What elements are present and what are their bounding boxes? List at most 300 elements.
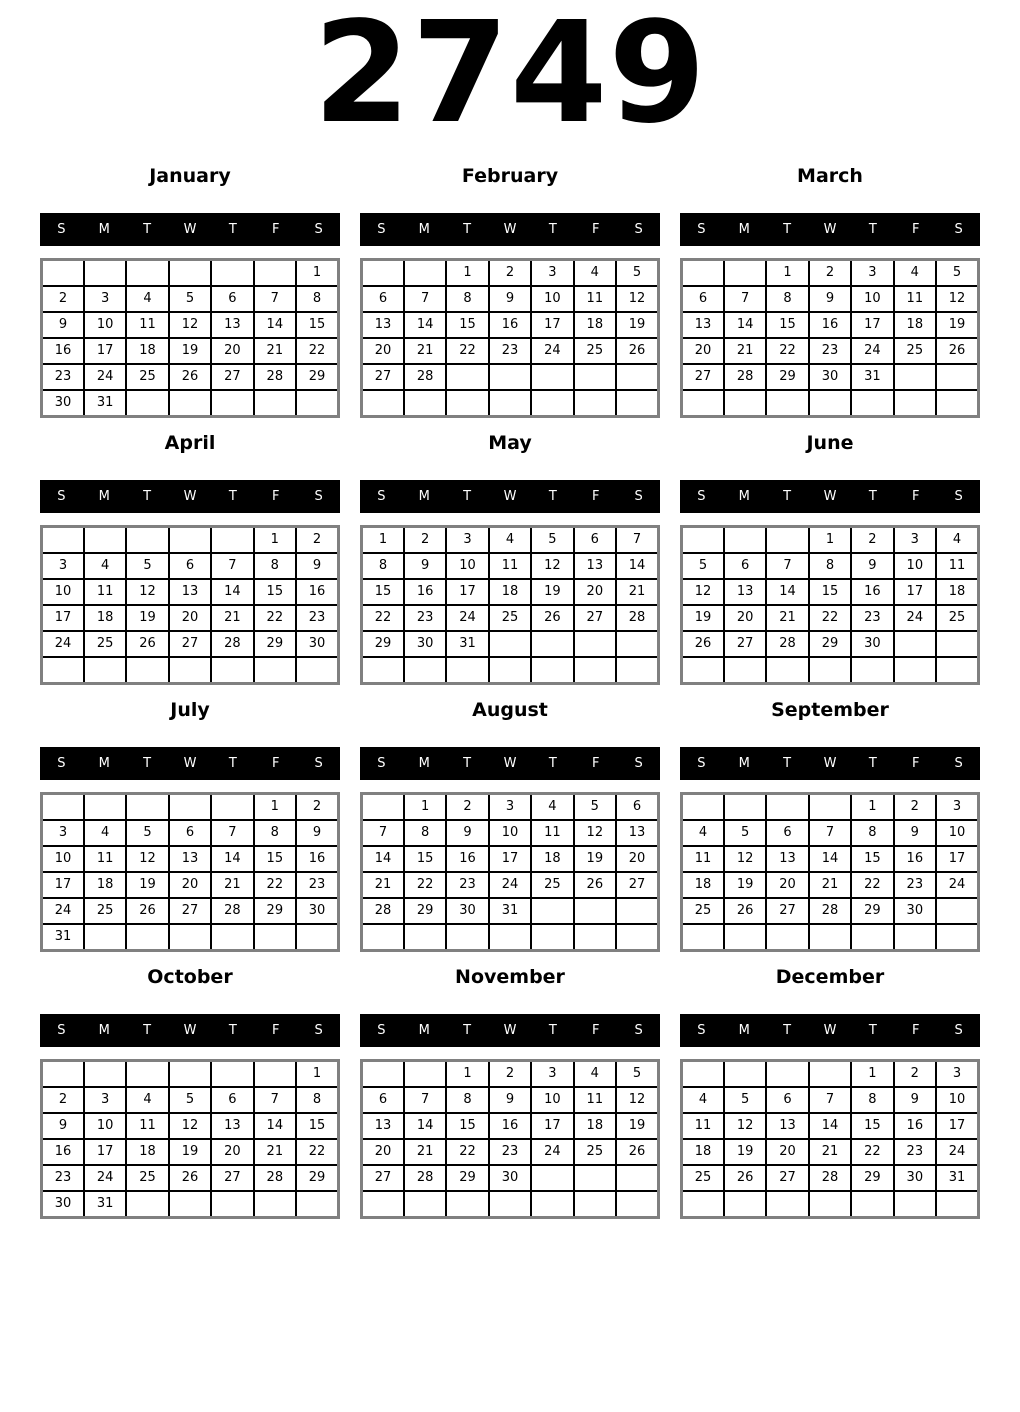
day-cell: 29 [254, 631, 296, 657]
day-cell: 14 [616, 553, 658, 579]
day-cell: 20 [169, 872, 211, 898]
month-title: January [149, 164, 231, 187]
day-cell: 21 [404, 338, 446, 364]
month-block [360, 432, 660, 685]
day-cell: 12 [616, 1087, 658, 1113]
weekday-header: F [911, 488, 920, 504]
day-cell: 8 [851, 820, 893, 846]
day-cell [211, 390, 253, 417]
day-cell: 9 [296, 553, 338, 579]
week-row [42, 924, 339, 951]
month-title: March [797, 164, 863, 187]
day-cell: 22 [404, 872, 446, 898]
day-cell: 5 [169, 1087, 211, 1113]
day-cell: 28 [809, 1165, 851, 1191]
day-cell: 3 [851, 259, 893, 286]
weekday-header: T [463, 488, 472, 504]
day-cell [851, 390, 893, 417]
month-block [680, 165, 980, 418]
day-cell: 1 [296, 259, 338, 286]
day-cell: 25 [894, 338, 936, 364]
day-cell [211, 924, 253, 951]
weekday-header: M [418, 221, 430, 237]
day-cell: 16 [296, 846, 338, 872]
day-cell: 17 [936, 1113, 978, 1139]
day-cell: 24 [894, 605, 936, 631]
day-cell: 16 [446, 846, 488, 872]
day-cell: 30 [809, 364, 851, 390]
day-cell: 11 [936, 553, 978, 579]
day-cell [42, 793, 84, 820]
day-cell: 9 [489, 286, 531, 312]
month-days-body [682, 526, 979, 683]
day-cell: 2 [809, 259, 851, 286]
month-block [40, 165, 340, 418]
day-cell: 29 [296, 364, 338, 390]
weekday-header: F [911, 1022, 920, 1038]
weekday-header: S [57, 1022, 66, 1038]
day-cell: 13 [211, 1113, 253, 1139]
day-cell: 8 [296, 1087, 338, 1113]
day-cell [84, 793, 126, 820]
month-days-table [360, 1059, 660, 1219]
weekday-header: T [548, 488, 557, 504]
day-cell: 8 [446, 286, 488, 312]
weekday-header: F [271, 1022, 280, 1038]
day-cell: 22 [362, 605, 404, 631]
day-cell: 23 [404, 605, 446, 631]
weekday-header: W [503, 1022, 517, 1038]
day-cell: 4 [531, 793, 573, 820]
week-row [362, 605, 659, 631]
weekday-header: T [868, 755, 877, 771]
day-cell: 27 [362, 1165, 404, 1191]
day-cell [211, 793, 253, 820]
day-cell [404, 924, 446, 951]
day-cell: 20 [766, 1139, 808, 1165]
day-cell [489, 364, 531, 390]
day-cell: 16 [296, 579, 338, 605]
day-cell: 17 [851, 312, 893, 338]
day-cell: 6 [724, 553, 766, 579]
week-row [362, 579, 659, 605]
week-row [682, 338, 979, 364]
day-cell: 29 [362, 631, 404, 657]
day-cell: 31 [489, 898, 531, 924]
weekday-header-row [680, 747, 980, 780]
day-cell [894, 924, 936, 951]
day-cell [126, 390, 168, 417]
day-cell: 27 [766, 898, 808, 924]
day-cell: 17 [446, 579, 488, 605]
month-days-body [362, 526, 659, 683]
weekday-header: S [57, 488, 66, 504]
day-cell [574, 1191, 616, 1218]
day-cell [126, 924, 168, 951]
day-cell [724, 259, 766, 286]
weekday-header: F [591, 488, 600, 504]
week-row [42, 259, 339, 286]
day-cell: 9 [296, 820, 338, 846]
weekday-header: W [823, 1022, 837, 1038]
day-cell [362, 390, 404, 417]
day-cell: 28 [724, 364, 766, 390]
day-cell: 28 [254, 1165, 296, 1191]
day-cell [936, 898, 978, 924]
week-row [682, 846, 979, 872]
week-row [682, 898, 979, 924]
weekday-header: W [823, 755, 837, 771]
day-cell: 20 [362, 1139, 404, 1165]
day-cell: 31 [42, 924, 84, 951]
weekday-header: S [697, 1022, 706, 1038]
day-cell: 20 [616, 846, 658, 872]
weekday-header: T [868, 488, 877, 504]
day-cell: 14 [362, 846, 404, 872]
day-cell: 3 [84, 1087, 126, 1113]
day-cell: 19 [616, 312, 658, 338]
day-cell: 18 [531, 846, 573, 872]
month-block [40, 966, 340, 1219]
day-cell [169, 259, 211, 286]
month-block [680, 966, 980, 1219]
day-cell: 14 [809, 846, 851, 872]
month-block [360, 966, 660, 1219]
day-cell: 27 [211, 364, 253, 390]
day-cell: 31 [84, 1191, 126, 1218]
day-cell: 13 [766, 1113, 808, 1139]
day-cell: 18 [682, 1139, 724, 1165]
day-cell: 29 [766, 364, 808, 390]
day-cell: 6 [211, 1087, 253, 1113]
day-cell [724, 390, 766, 417]
day-cell: 3 [936, 793, 978, 820]
day-cell [682, 526, 724, 553]
week-row [362, 553, 659, 579]
day-cell: 10 [531, 286, 573, 312]
week-row [362, 1087, 659, 1113]
day-cell: 19 [126, 872, 168, 898]
week-row [42, 846, 339, 872]
day-cell: 11 [894, 286, 936, 312]
day-cell [169, 924, 211, 951]
day-cell [682, 390, 724, 417]
day-cell: 6 [169, 820, 211, 846]
day-cell: 22 [766, 338, 808, 364]
day-cell [574, 364, 616, 390]
day-cell: 7 [211, 820, 253, 846]
day-cell [296, 924, 338, 951]
day-cell: 18 [84, 872, 126, 898]
day-cell: 27 [616, 872, 658, 898]
day-cell: 12 [531, 553, 573, 579]
month-title: April [164, 431, 216, 454]
month-days-body [362, 259, 659, 416]
day-cell: 13 [724, 579, 766, 605]
day-cell [446, 924, 488, 951]
day-cell [682, 793, 724, 820]
day-cell: 28 [254, 364, 296, 390]
day-cell: 5 [169, 286, 211, 312]
weekday-header-row [40, 480, 340, 513]
day-cell: 18 [489, 579, 531, 605]
day-cell [851, 1191, 893, 1218]
day-cell [894, 390, 936, 417]
day-cell [211, 259, 253, 286]
day-cell [809, 657, 851, 684]
day-cell: 26 [169, 364, 211, 390]
day-cell: 2 [489, 259, 531, 286]
month-days-table [680, 1059, 980, 1219]
day-cell: 12 [682, 579, 724, 605]
day-cell: 13 [574, 553, 616, 579]
day-cell: 8 [362, 553, 404, 579]
day-cell: 22 [809, 605, 851, 631]
day-cell [42, 259, 84, 286]
day-cell: 24 [531, 1139, 573, 1165]
day-cell: 4 [489, 526, 531, 553]
week-row [362, 1191, 659, 1218]
day-cell: 12 [169, 312, 211, 338]
month-title: February [461, 164, 559, 187]
day-cell [724, 526, 766, 553]
day-cell: 23 [296, 605, 338, 631]
day-cell: 7 [404, 286, 446, 312]
month-days-body [42, 259, 339, 416]
day-cell [211, 526, 253, 553]
week-row [362, 312, 659, 338]
weekday-header: T [463, 221, 472, 237]
day-cell: 6 [766, 1087, 808, 1113]
week-row [682, 793, 979, 820]
day-cell [574, 898, 616, 924]
day-cell: 18 [126, 1139, 168, 1165]
week-row [42, 1087, 339, 1113]
day-cell [42, 657, 84, 684]
day-cell: 18 [682, 872, 724, 898]
weekday-header-row [40, 1014, 340, 1047]
day-cell: 2 [489, 1060, 531, 1087]
day-cell: 12 [126, 579, 168, 605]
day-cell: 29 [851, 1165, 893, 1191]
day-cell: 24 [42, 631, 84, 657]
week-row [42, 1113, 339, 1139]
weekday-header: S [377, 488, 386, 504]
weekday-header: T [228, 755, 237, 771]
month-block [680, 699, 980, 952]
week-row [362, 390, 659, 417]
day-cell: 13 [211, 312, 253, 338]
week-row [42, 1139, 339, 1165]
weekday-header: M [738, 488, 750, 504]
day-cell: 30 [851, 631, 893, 657]
day-cell [404, 657, 446, 684]
weekday-header: S [57, 755, 66, 771]
day-cell [616, 898, 658, 924]
day-cell: 24 [489, 872, 531, 898]
day-cell: 27 [362, 364, 404, 390]
day-cell: 3 [489, 793, 531, 820]
day-cell: 10 [446, 553, 488, 579]
day-cell [531, 657, 573, 684]
weekday-header: M [738, 1022, 750, 1038]
day-cell: 5 [126, 553, 168, 579]
day-cell [682, 924, 724, 951]
day-cell: 25 [531, 872, 573, 898]
month-days-table [360, 525, 660, 685]
day-cell: 15 [404, 846, 446, 872]
day-cell: 11 [682, 846, 724, 872]
day-cell: 15 [851, 1113, 893, 1139]
weekday-header: S [377, 221, 386, 237]
day-cell: 2 [894, 793, 936, 820]
day-cell: 1 [404, 793, 446, 820]
weekday-header: W [503, 221, 517, 237]
day-cell [254, 1191, 296, 1218]
day-cell: 24 [446, 605, 488, 631]
day-cell: 8 [404, 820, 446, 846]
day-cell [254, 1060, 296, 1087]
day-cell: 23 [489, 1139, 531, 1165]
day-cell: 8 [766, 286, 808, 312]
week-row [362, 1139, 659, 1165]
day-cell: 9 [851, 553, 893, 579]
day-cell: 6 [766, 820, 808, 846]
month-days-table [360, 792, 660, 952]
weekday-header-row [360, 213, 660, 246]
day-cell: 10 [851, 286, 893, 312]
weekday-header: T [783, 755, 792, 771]
day-cell: 14 [404, 1113, 446, 1139]
month-days-body [42, 526, 339, 683]
week-row [42, 286, 339, 312]
month-days-body [42, 793, 339, 950]
day-cell: 20 [362, 338, 404, 364]
day-cell: 25 [84, 898, 126, 924]
day-cell [574, 631, 616, 657]
week-row [42, 579, 339, 605]
day-cell [766, 390, 808, 417]
day-cell [404, 259, 446, 286]
day-cell: 19 [574, 846, 616, 872]
day-cell: 3 [42, 820, 84, 846]
day-cell: 1 [446, 1060, 488, 1087]
day-cell: 26 [616, 338, 658, 364]
day-cell: 2 [404, 526, 446, 553]
week-row [42, 605, 339, 631]
day-cell [446, 364, 488, 390]
day-cell: 4 [574, 1060, 616, 1087]
day-cell [616, 1191, 658, 1218]
day-cell: 14 [404, 312, 446, 338]
day-cell: 4 [84, 553, 126, 579]
day-cell: 1 [851, 1060, 893, 1087]
day-cell [766, 526, 808, 553]
week-row [682, 820, 979, 846]
day-cell: 30 [894, 1165, 936, 1191]
week-row [682, 526, 979, 553]
day-cell [362, 924, 404, 951]
day-cell: 2 [42, 286, 84, 312]
day-cell: 29 [254, 898, 296, 924]
month-days-table [40, 792, 340, 952]
day-cell: 16 [894, 846, 936, 872]
weekday-header: M [418, 755, 430, 771]
month-days-table [40, 258, 340, 418]
day-cell [489, 1191, 531, 1218]
month-days-body [682, 259, 979, 416]
day-cell: 21 [211, 872, 253, 898]
week-row [362, 526, 659, 553]
day-cell: 11 [126, 1113, 168, 1139]
day-cell [766, 924, 808, 951]
day-cell: 31 [851, 364, 893, 390]
day-cell [616, 1165, 658, 1191]
day-cell: 17 [531, 1113, 573, 1139]
month-title: August [472, 698, 548, 721]
day-cell [724, 924, 766, 951]
day-cell: 14 [766, 579, 808, 605]
day-cell: 28 [809, 898, 851, 924]
year-title: 2749 [313, 0, 707, 155]
day-cell: 21 [254, 338, 296, 364]
day-cell: 30 [489, 1165, 531, 1191]
day-cell: 17 [42, 872, 84, 898]
day-cell: 7 [362, 820, 404, 846]
day-cell: 24 [936, 1139, 978, 1165]
weekday-header: S [634, 221, 643, 237]
day-cell: 15 [254, 579, 296, 605]
weekday-header: S [954, 221, 963, 237]
weekday-header: S [314, 221, 323, 237]
day-cell: 19 [169, 1139, 211, 1165]
month-title: October [147, 965, 233, 988]
day-cell [766, 657, 808, 684]
day-cell: 20 [211, 1139, 253, 1165]
day-cell: 28 [362, 898, 404, 924]
day-cell: 28 [616, 605, 658, 631]
day-cell: 1 [809, 526, 851, 553]
week-row [42, 872, 339, 898]
weekday-header-row [40, 747, 340, 780]
week-row [682, 631, 979, 657]
month-title: December [775, 965, 885, 988]
weekday-header: T [143, 488, 152, 504]
weekday-header-row [680, 480, 980, 513]
day-cell: 3 [894, 526, 936, 553]
day-cell: 7 [404, 1087, 446, 1113]
week-row [42, 526, 339, 553]
day-cell: 14 [254, 312, 296, 338]
day-cell: 21 [724, 338, 766, 364]
day-cell: 13 [616, 820, 658, 846]
day-cell [616, 364, 658, 390]
day-cell: 9 [894, 820, 936, 846]
day-cell: 15 [809, 579, 851, 605]
weekday-header: M [98, 221, 110, 237]
day-cell: 30 [446, 898, 488, 924]
weekday-header: F [591, 755, 600, 771]
day-cell: 3 [936, 1060, 978, 1087]
months-grid [40, 165, 980, 1219]
day-cell: 7 [254, 286, 296, 312]
day-cell: 16 [809, 312, 851, 338]
day-cell: 17 [84, 1139, 126, 1165]
weekday-header: F [271, 221, 280, 237]
day-cell [616, 657, 658, 684]
month-block [40, 699, 340, 952]
day-cell [254, 259, 296, 286]
